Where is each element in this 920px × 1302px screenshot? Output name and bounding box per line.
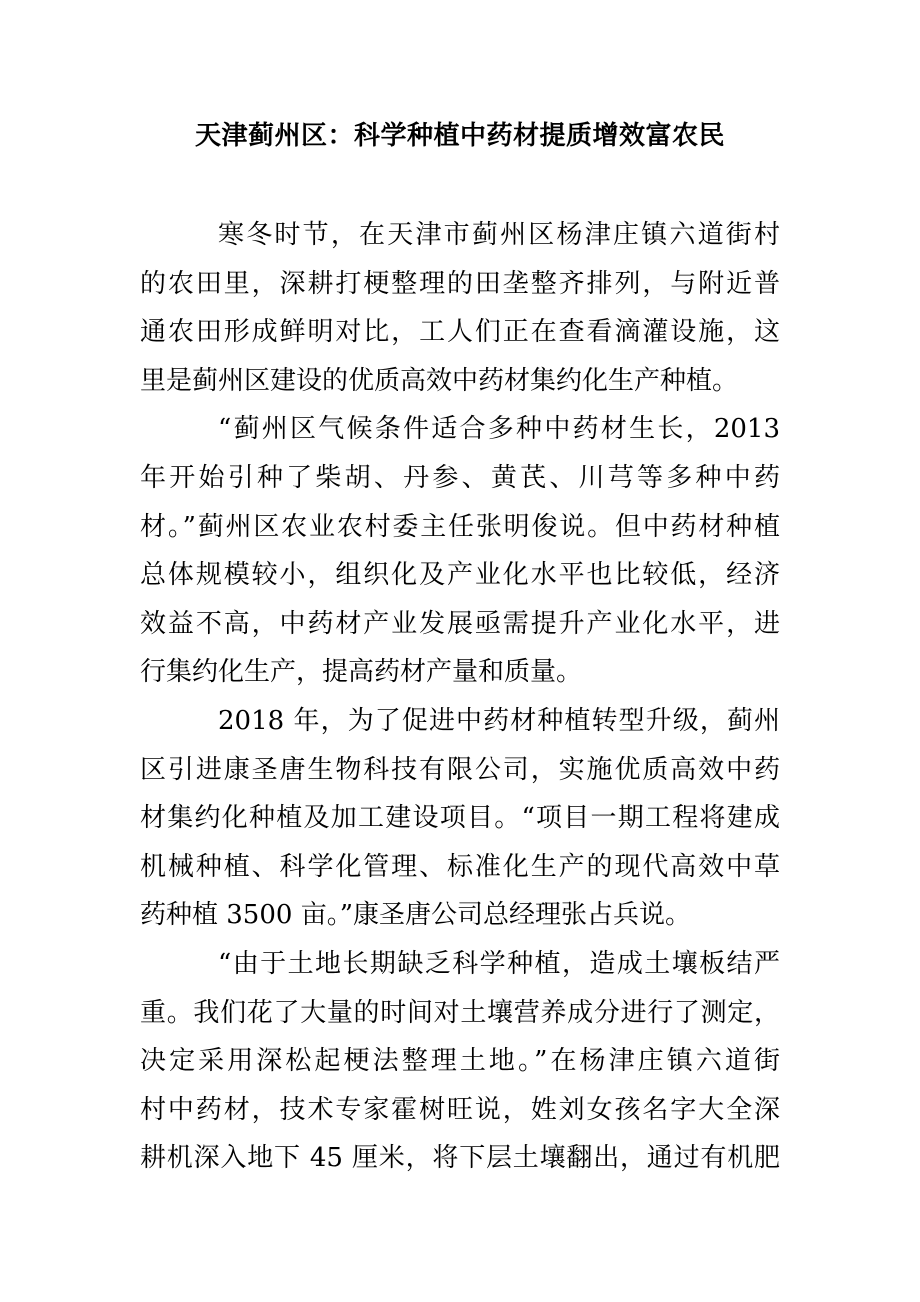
paragraph-2-line-1: “蓟州区气候条件适合多种中药材生长，2013 — [218, 414, 780, 445]
paragraph-2-line-6: 行集约化生产，提高药材产量和质量。 — [140, 657, 583, 688]
paragraph-4-line-2: 重。我们花了大量的时间对土壤营养成分进行了测定， — [140, 997, 780, 1028]
paragraph-2-line-5: 效益不高，中药材产业发展亟需提升产业化水平，进 — [140, 608, 780, 639]
paragraph-2-line-2: 年开始引种了柴胡、丹参、黄芪、川芎等多种中药 — [140, 462, 780, 493]
paragraph-4-line-5: 耕机深入地下 45 厘米，将下层土壤翻出，通过有机肥 — [140, 1143, 780, 1174]
article-body — [140, 211, 780, 1183]
paragraph-2-line-3: 材。”蓟州区农业农村委主任张明俊说。但中药材种植 — [140, 511, 780, 542]
paragraph-3-line-5: 药种植 3500 亩。”康圣唐公司总经理张占兵说。 — [140, 900, 691, 931]
paragraph-2-line-4: 总体规模较小，组织化及产业化水平也比较低，经济 — [140, 560, 780, 591]
paragraph-4-line-1: “由于土地长期缺乏科学种植，造成土壤板结严 — [218, 948, 780, 979]
paragraph-4-line-3: 决定采用深松起梗法整理土地。”在杨津庄镇六道街 — [140, 1046, 780, 1077]
paragraph-4-line-4: 村中药材，技术专家霍树旺说，姓刘女孩名字大全深 — [140, 1094, 780, 1125]
paragraph-3-line-4: 机械种植、科学化管理、标准化生产的现代高效中草 — [140, 851, 780, 882]
paragraph-3-line-2: 区引进康圣唐生物科技有限公司，实施优质高效中药 — [140, 754, 780, 785]
paragraph-1-line-4: 里是蓟州区建设的优质高效中药材集约化生产种植。 — [140, 365, 739, 396]
paragraph-1-line-3: 通农田形成鲜明对比，工人们正在查看滴灌设施，这 — [140, 317, 780, 348]
paragraph-1-line-1: 寒冬时节，在天津市蓟州区杨津庄镇六道街村 — [218, 220, 780, 250]
paragraph-3-line-1: 2018 年，为了促进中药材种植转型升级，蓟州 — [218, 705, 780, 736]
paragraph-3-line-3: 材集约化种植及加工建设项目。“项目一期工程将建成 — [140, 803, 780, 834]
document-title: 天津蓟州区：科学种植中药材提质增效富农民 — [194, 121, 725, 151]
paragraph-1-line-2: 的农田里，深耕打梗整理的田垄整齐排列，与附近普 — [140, 268, 780, 299]
